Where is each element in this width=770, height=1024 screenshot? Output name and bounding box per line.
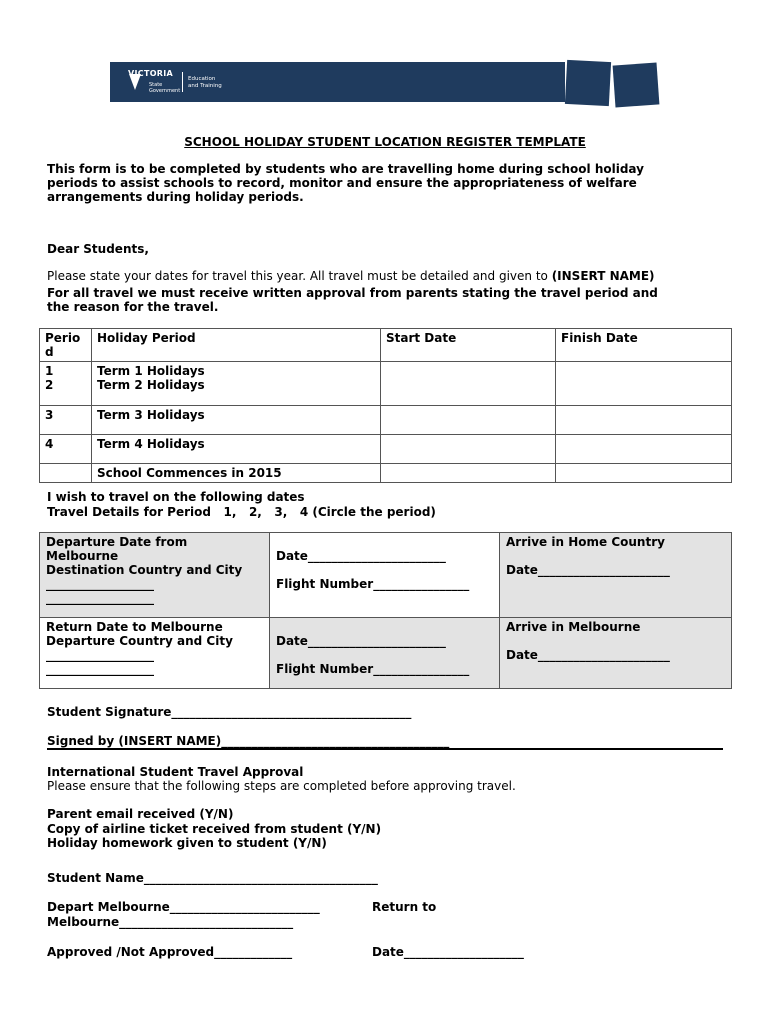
instruction: Please state your dates for travel this year. All travel must be detailed and given to (INSERT NAME) [47,269,655,283]
intro-line: This form is to be completed by students who are travelling home during school holiday [47,162,644,176]
start-date-cell[interactable] [381,435,556,464]
departure-date-flight-cell[interactable]: Date_______________________ Flight Number________________ [270,533,500,618]
checklist-item[interactable]: Parent email received (Y/N) [47,807,234,821]
holiday-period-table [39,328,732,483]
header-holiday-period: Holiday Period [92,329,381,362]
approval-date-field[interactable]: Date____________________ [372,945,524,959]
arrive-melbourne-cell[interactable]: Arrive in Melbourne Date______________________ [500,618,732,689]
travel-period-select: Travel Details for Period 1, 2, 3, 4 (Circle the period) [47,505,436,519]
header-start-date: Start Date [381,329,556,362]
departure-cell[interactable]: Departure Date from Melbourne Destination Country and City __________________ __________________ [40,533,270,618]
logo-subtitle: State Government [149,82,181,94]
header-finish-date: Finish Date [556,329,732,362]
checklist-item[interactable]: Holiday homework given to student (Y/N) [47,836,327,850]
signed-by-field[interactable]: Signed by (INSERT NAME)______________________________________ [47,734,450,748]
depart-melbourne-field[interactable]: Depart Melbourne_________________________ [47,900,320,914]
return-date-flight-cell[interactable]: Date_______________________ Flight Number________________ [270,618,500,689]
return-melbourne-field[interactable]: Melbourne_____________________________ [47,915,294,929]
period-cell: 1 2 [40,362,92,406]
start-date-cell[interactable] [381,362,556,406]
approval-status-field[interactable]: Approved /Not Approved_____________ [47,945,293,959]
approval-subtitle: Please ensure that the following steps are completed before approving travel. [47,779,516,793]
document-title: SCHOOL HOLIDAY STUDENT LOCATION REGISTER TEMPLATE [184,135,586,149]
period-cell: 4 [40,435,92,464]
logo-department: Education and Training [188,76,222,89]
finish-date-cell[interactable] [556,406,732,435]
logo-divider [182,72,183,92]
holiday-name-cell: School Commences in 2015 [92,464,381,483]
return-to-label: Return to [372,900,437,914]
banner-tab-decoration [565,60,611,106]
banner-tab-decoration [613,63,660,108]
return-cell[interactable]: Return Date to Melbourne Departure Country and City __________________ __________________ [40,618,270,689]
header-period: Perio d [40,329,92,362]
approval-note: For all travel we must receive written approval from parents stating the travel period and [47,286,658,300]
holiday-name-cell: Term 4 Holidays [92,435,381,464]
finish-date-cell[interactable] [556,362,732,406]
salutation: Dear Students, [47,242,149,256]
start-date-cell[interactable] [381,464,556,483]
finish-date-cell[interactable] [556,464,732,483]
start-date-cell[interactable] [381,406,556,435]
section-divider [47,748,723,750]
arrive-home-cell[interactable]: Arrive in Home Country Date______________________ [500,533,732,618]
travel-details-table [39,532,732,689]
intro-line: arrangements during holiday periods. [47,190,304,204]
approval-note: the reason for the travel. [47,300,219,314]
checklist-item[interactable]: Copy of airline ticket received from student (Y/N) [47,822,382,836]
student-name-field[interactable]: Student Name_______________________________________ [47,871,378,885]
holiday-name-cell: Term 1 Holidays Term 2 Holidays [92,362,381,406]
holiday-name-cell: Term 3 Holidays [92,406,381,435]
student-signature-field[interactable]: Student Signature________________________________________ [47,705,412,719]
travel-intro: I wish to travel on the following dates [47,490,305,504]
approval-title: International Student Travel Approval [47,765,304,779]
finish-date-cell[interactable] [556,435,732,464]
period-cell [40,464,92,483]
period-cell: 3 [40,406,92,435]
logo-brand: VICTORIA [128,69,174,78]
intro-line: periods to assist schools to record, monitor and ensure the appropriateness of welfare [47,176,637,190]
